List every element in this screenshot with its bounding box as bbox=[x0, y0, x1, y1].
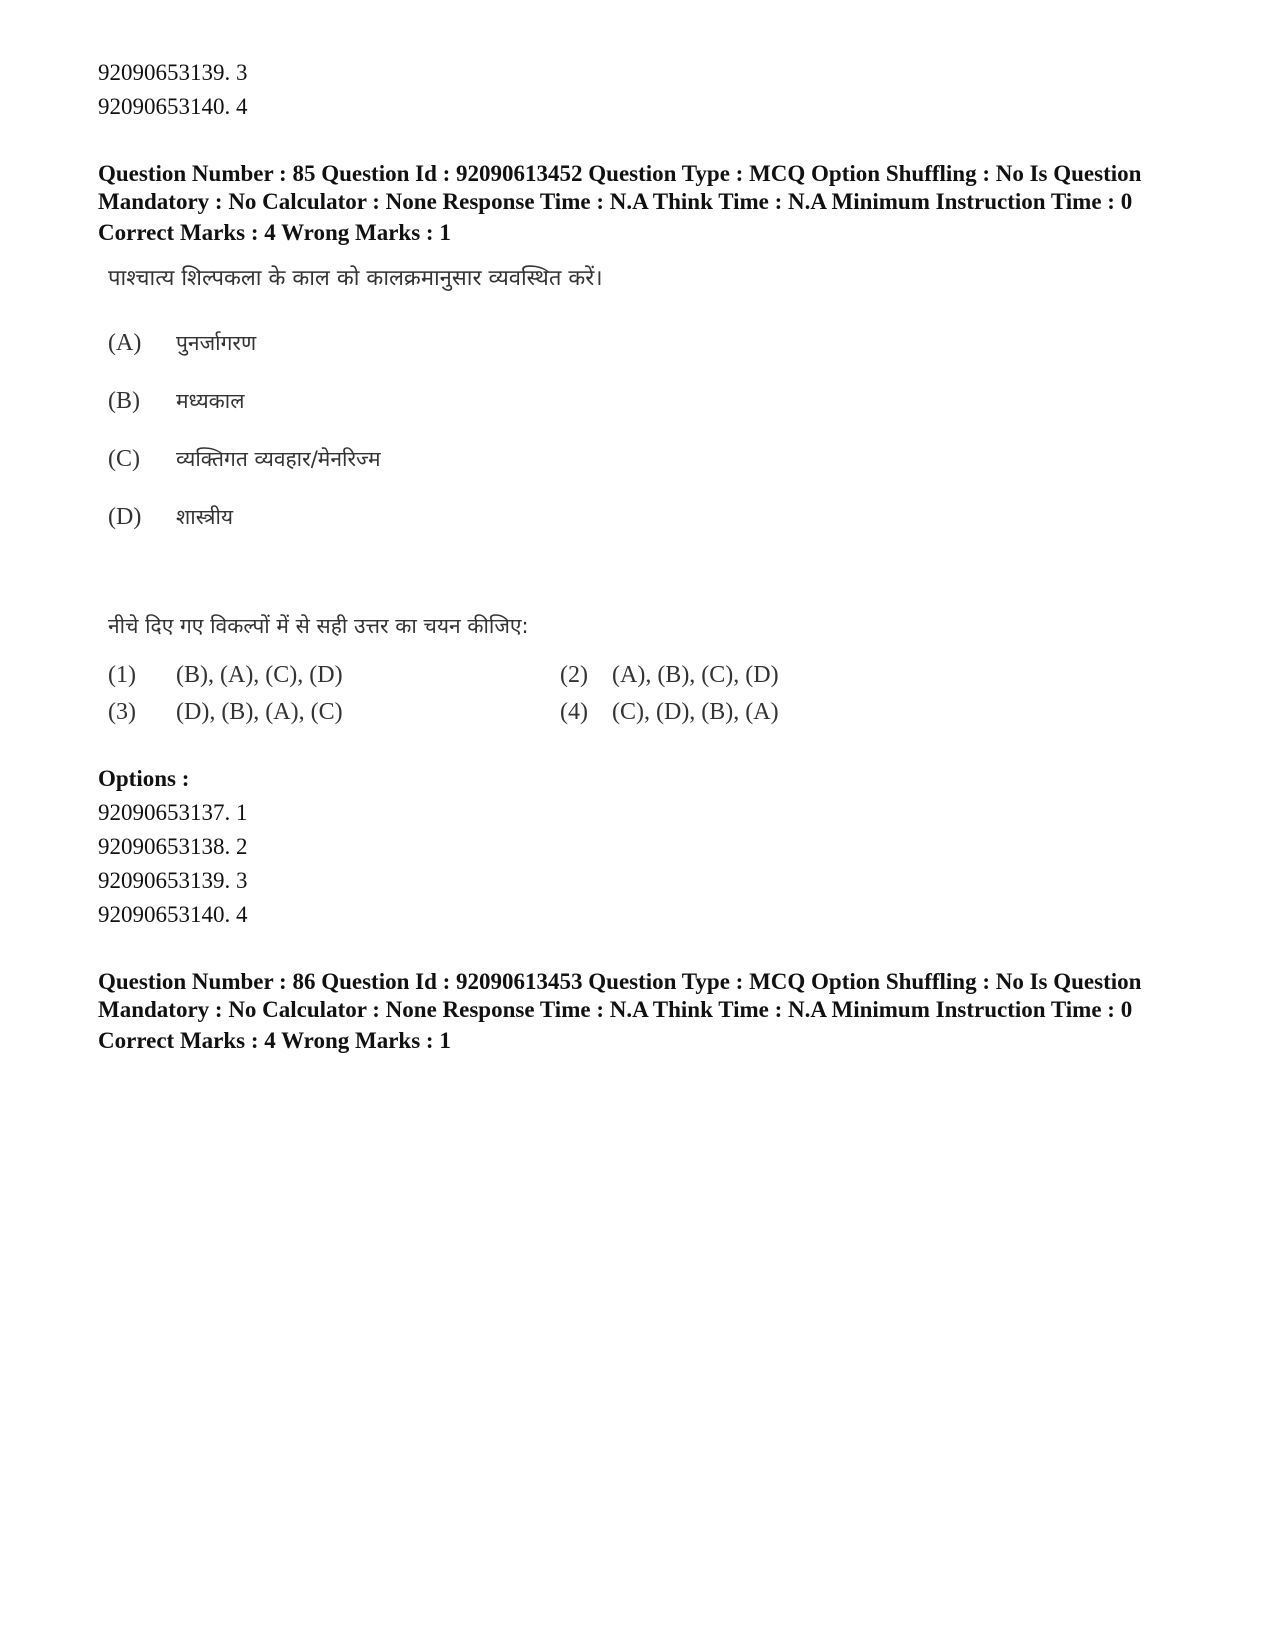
item-text: मध्यकाल bbox=[176, 389, 245, 413]
list-item bbox=[108, 372, 1188, 430]
item-label: (B) bbox=[108, 387, 140, 414]
answer-number: (2) bbox=[560, 662, 588, 688]
answer-text: (D), (B), (A), (C) bbox=[176, 699, 343, 725]
answer-choice bbox=[108, 699, 560, 726]
list-item bbox=[108, 430, 1188, 488]
item-label: (D) bbox=[108, 503, 142, 530]
list-item bbox=[108, 488, 1188, 546]
answer-text: (A), (B), (C), (D) bbox=[612, 662, 779, 688]
item-text: व्यक्तिगत व्यवहार/मेनरिज्म bbox=[176, 447, 381, 471]
question-86-meta: Question Number : 86 Question Id : 92090613453 Question Type : MCQ Option Shuffling : No Is Question Mandatory : No Calculator : None Response Time : N.A Think Time : N.A Minimum Instruction Time : 0 bbox=[98, 969, 1142, 1022]
answer-number: (3) bbox=[108, 699, 136, 725]
option-line: 92090653137. 1 bbox=[98, 800, 248, 825]
option-line: 92090653139. 3 bbox=[98, 60, 248, 85]
answer-text: (C), (D), (B), (A) bbox=[612, 699, 779, 725]
question-85-marks: Correct Marks : 4 Wrong Marks : 1 bbox=[98, 220, 451, 245]
question-86-marks: Correct Marks : 4 Wrong Marks : 1 bbox=[98, 1028, 451, 1053]
answer-choices bbox=[108, 662, 1188, 726]
answer-text: (B), (A), (C), (D) bbox=[176, 662, 343, 688]
option-line: 92090653140. 4 bbox=[98, 902, 248, 927]
item-text: शास्त्रीय bbox=[176, 505, 234, 529]
options-heading: Options : bbox=[98, 766, 190, 791]
item-label: (A) bbox=[108, 329, 142, 356]
item-label: (C) bbox=[108, 445, 140, 472]
answer-number: (1) bbox=[108, 662, 136, 688]
option-line: 92090653140. 4 bbox=[98, 94, 248, 119]
question-85-meta: Question Number : 85 Question Id : 92090613452 Question Type : MCQ Option Shuffling : No Is Question Mandatory : No Calculator : None Response Time : N.A Think Time : N.A Minimum Instruction Time : 0 bbox=[98, 161, 1142, 214]
list-item bbox=[108, 314, 1188, 372]
document-page bbox=[98, 56, 1188, 1058]
answer-choice bbox=[108, 662, 560, 689]
question-85-body bbox=[108, 264, 1188, 726]
question-text: पाश्चात्य शिल्पकला के काल को कालक्रमानुसार व्यवस्थित करें। bbox=[108, 266, 603, 291]
item-text: पुनर्जागरण bbox=[176, 331, 257, 355]
answer-instruction: नीचे दिए गए विकल्पों में से सही उत्तर का चयन कीजिए: bbox=[108, 614, 529, 638]
option-line: 92090653138. 2 bbox=[98, 834, 248, 859]
option-line: 92090653139. 3 bbox=[98, 868, 248, 893]
answer-choice bbox=[560, 662, 860, 689]
answer-number: (4) bbox=[560, 699, 588, 725]
answer-choice bbox=[560, 699, 860, 726]
